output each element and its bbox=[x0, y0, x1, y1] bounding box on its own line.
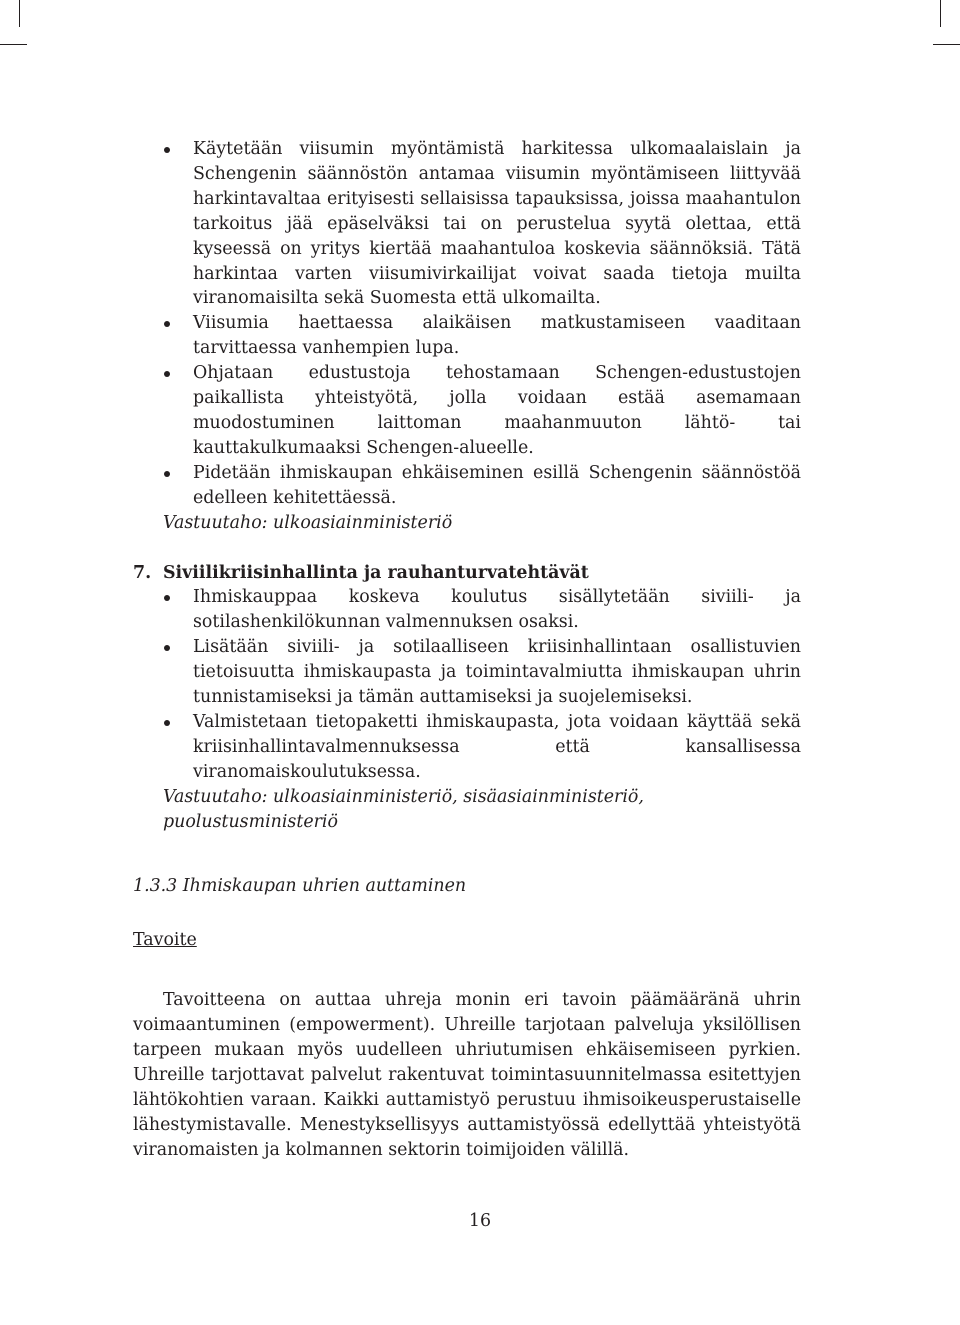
crop-mark-top-left-horizontal bbox=[0, 44, 27, 45]
intro-responsible-party: Vastuutaho: ulkoasiainministeriö bbox=[163, 512, 453, 533]
page-number: 16 bbox=[468, 1211, 492, 1231]
list-item bbox=[133, 585, 801, 635]
list-item-text: Lisätään siviili- ja sotilaalliseen kriisinhallintaan osallistuvien tietoisuutta ihmiskaupasta ja toimintavalmiutta ihmiskaupan uhrin tunnistamiseksi ja tämän auttamiseksi ja suojelemiseksi. bbox=[193, 637, 801, 708]
bullet-icon bbox=[164, 471, 170, 477]
list-item bbox=[133, 137, 801, 311]
list-item-text: Viisumia haettaessa alaikäisen matkustamiseen vaaditaan tarvittaessa vanhempien lupa. bbox=[193, 313, 801, 359]
list-item bbox=[133, 635, 801, 710]
bullet-icon bbox=[164, 645, 170, 651]
bullet-icon bbox=[164, 321, 170, 327]
page-content bbox=[133, 137, 801, 1163]
bullet-icon bbox=[164, 371, 170, 377]
subsection-heading: 1.3.3 Ihmiskaupan uhrien auttaminen bbox=[133, 876, 467, 897]
bullet-icon bbox=[164, 720, 170, 726]
list-item bbox=[133, 311, 801, 361]
list-item-text: Ihmiskauppaa koskeva koulutus sisällytetään siviili- ja sotilashenkilökunnan valmennuksen osaksi. bbox=[193, 587, 801, 633]
bullet-icon bbox=[164, 595, 170, 601]
list-item-text: Pidetään ihmiskaupan ehkäiseminen esillä Schengenin säännöstöä edelleen kehitettäessä. bbox=[193, 462, 801, 508]
list-item-text: Ohjataan edustustoja tehostamaan Schengen-edustustojen paikallista yhteistyötä, jolla voidaan estää asemamaan muodostuminen laittoman maahanmuuton lähtö- tai kauttakulkumaaksi Schengen-alueelle. bbox=[193, 363, 801, 458]
list-item bbox=[133, 361, 801, 461]
list-item bbox=[133, 461, 801, 511]
goal-heading: Tavoite bbox=[133, 930, 197, 951]
section-7-title: Siviilikriisinhallinta ja rauhanturvatehtävät bbox=[163, 562, 589, 583]
crop-mark-top-right-vertical bbox=[940, 0, 941, 27]
section-7-responsible-party: Vastuutaho: ulkoasiainministeriö, sisäasiainministeriö, puolustusministeriö bbox=[163, 786, 644, 832]
list-item-text: Valmistetaan tietopaketti ihmiskaupasta, jota voidaan käyttää sekä kriisinhallintavalmennuksessa että kansallisessa viranomaiskoulutuksessa. bbox=[193, 711, 801, 782]
list-item bbox=[133, 710, 801, 785]
bullet-icon bbox=[164, 147, 170, 153]
section-7-bullet-list bbox=[133, 585, 801, 784]
crop-mark-top-left-vertical bbox=[19, 0, 20, 27]
intro-bullet-list bbox=[133, 137, 801, 511]
list-item-text: Käytetään viisumin myöntämistä harkitessa ulkomaalaislain ja Schengenin säännöstön antamaa viisumin myöntämiseen liittyvää harkintavaltaa erityisesti sellaisissa tapauksissa, joissa maahantulon tarkoitus jää epäselväksi tai on perustelua syytä olettaa, että kyseessä on yritys kiertää maahantuloa koskevia säännöksiä. Tätä harkintaa varten viisumivirkailijat voivat saada tietoja muilta viranomaisilta sekä Suomesta että ulkomailta. bbox=[193, 139, 801, 309]
section-7-number: 7. bbox=[133, 562, 152, 583]
crop-mark-top-right-horizontal bbox=[933, 44, 960, 45]
goal-paragraph: Tavoitteena on auttaa uhreja monin eri tavoin päämääränä uhrin voimaantuminen (empowerment). Uhreille tarjotaan palveluja yksilöllisen tarpeen mukaan myös uudelleen uhriutumisen ehkäisemiseen pyrkien. Uhreille tarjottavat palvelut rakentuvat toimintasuunnitelmassa esitettyjen lähtökohtien varaan. Kaikki auttamistyö perustuu ihmisoikeusperustaiselle lähestymistavalle. Menestyksellisyys auttamistyössä edellyttää yhteistyötä viranomaisten ja kolmannen sektorin toimijoiden välillä. bbox=[133, 990, 801, 1160]
section-7-heading bbox=[133, 561, 801, 586]
